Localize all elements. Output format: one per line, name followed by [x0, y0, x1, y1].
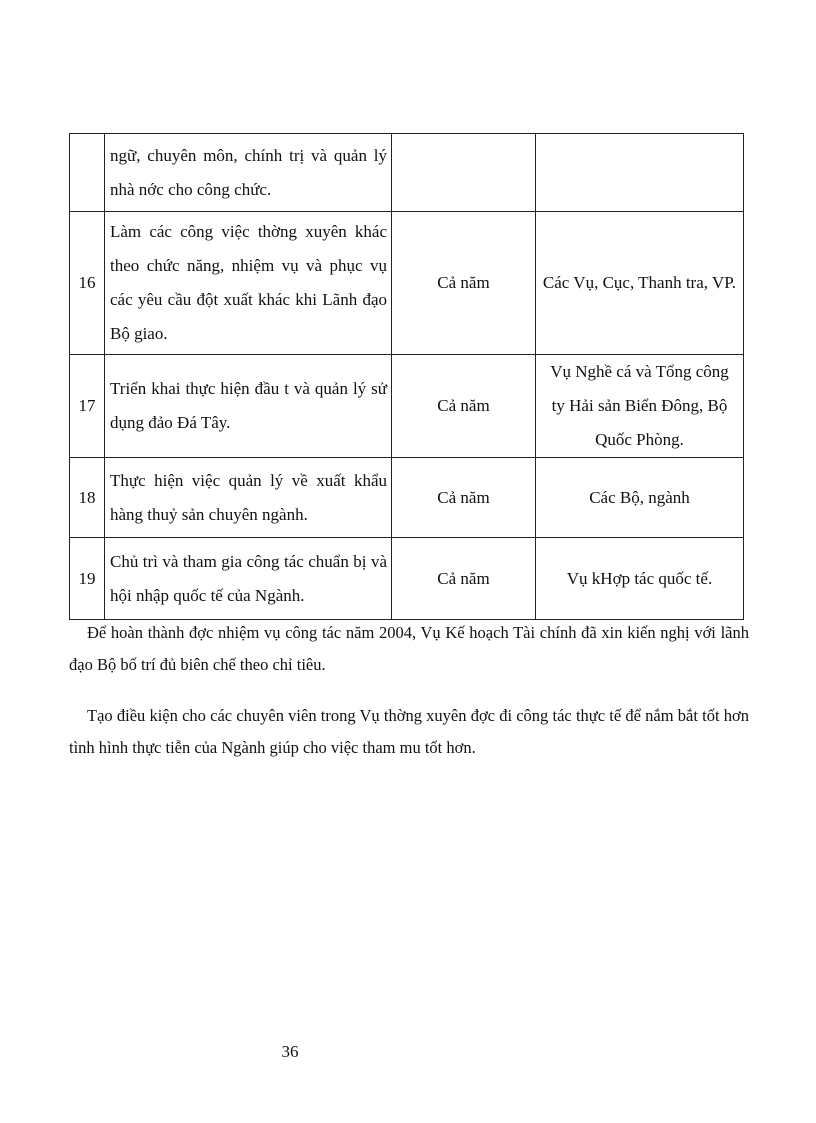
table-row — [70, 355, 744, 458]
task-table — [69, 133, 744, 620]
table-row — [70, 538, 744, 620]
task-description: ngữ, chuyên môn, chính trị và quản lý nhà nớc cho công chức. — [105, 134, 392, 212]
task-timeframe: Cả năm — [392, 458, 536, 538]
task-description: Thực hiện việc quản lý về xuất khẩu hàng thuỷ sản chuyên ngành. — [105, 458, 392, 538]
task-timeframe: Cả năm — [392, 212, 536, 355]
coordinating-unit — [536, 134, 744, 212]
task-timeframe: Cả năm — [392, 538, 536, 620]
row-number: 19 — [70, 538, 105, 620]
coordinating-unit: Vụ kHợp tác quốc tế. — [536, 538, 744, 620]
task-timeframe: Cả năm — [392, 355, 536, 458]
row-number: 16 — [70, 212, 105, 355]
task-description: Chủ trì và tham gia công tác chuẩn bị và hội nhập quốc tế của Ngành. — [105, 538, 392, 620]
body-paragraph: Tạo điều kiện cho các chuyên viên trong Vụ thờng xuyên đợc đi công tác thực tế để nắm bắt tốt hơn tình hình thực tiễn của Ngành giúp cho việc tham mu tốt hơn. — [69, 706, 749, 757]
coordinating-unit: Vụ Nghề cá và Tổng công ty Hải sản Biển Đông, Bộ Quốc Phòng. — [536, 355, 744, 458]
task-description: Triển khai thực hiện đầu t và quản lý sử dụng đảo Đá Tây. — [105, 355, 392, 458]
body-paragraph: Để hoàn thành đợc nhiệm vụ công tác năm 2004, Vụ Kế hoạch Tài chính đã xin kiến nghị với lãnh đạo Bộ bố trí đủ biên chế theo chỉ tiêu. — [69, 623, 749, 674]
task-timeframe — [392, 134, 536, 212]
row-number: 17 — [70, 355, 105, 458]
row-number — [70, 134, 105, 212]
table-row — [70, 458, 744, 538]
page-number: 36 — [281, 1042, 299, 1061]
task-description: Làm các công việc thờng xuyên khác theo chức năng, nhiệm vụ và phục vụ các yêu cầu đột xuất khác khi Lãnh đạo Bộ giao. — [105, 212, 392, 355]
table-row — [70, 134, 744, 212]
coordinating-unit: Các Bộ, ngành — [536, 458, 744, 538]
row-number: 18 — [70, 458, 105, 538]
table-row — [70, 212, 744, 355]
coordinating-unit: Các Vụ, Cục, Thanh tra, VP. — [536, 212, 744, 355]
